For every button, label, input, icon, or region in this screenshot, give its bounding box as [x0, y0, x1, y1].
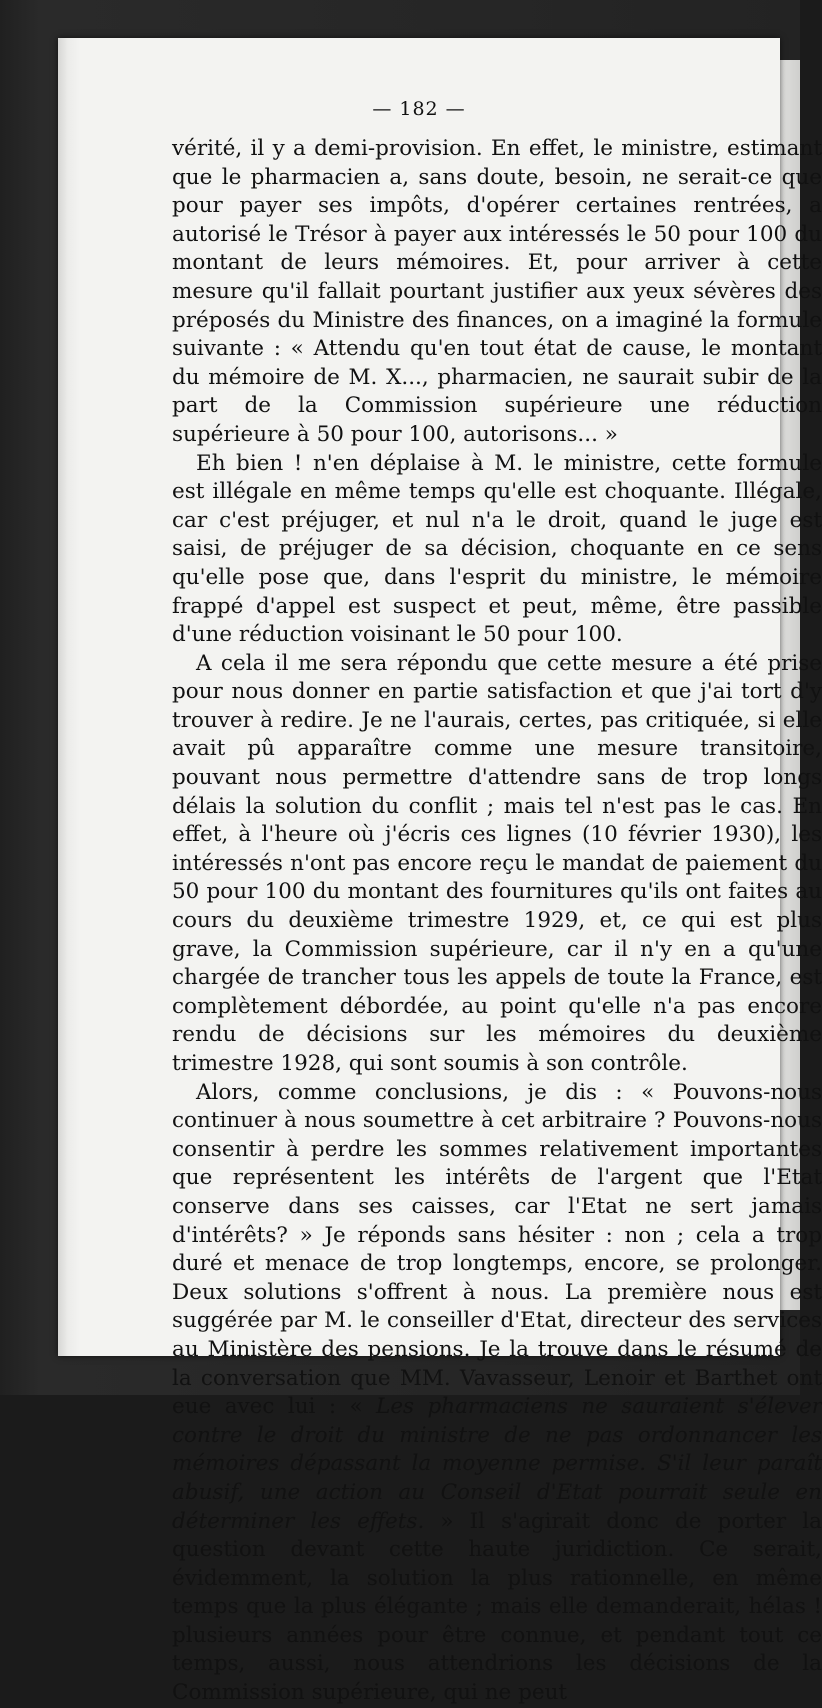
paragraph-1: vérité, il y a demi-provision. En effet, le ministre, estimant que le pharmacien a, sans doute, besoin, ne serait-ce que pour payer ses impôts, d'opérer certaines rentrées, a autorisé le Trésor à payer aux intéressés le 50 pour 100 du montant de leurs mémoires. Et, pour arriver à cette mesure qu'il fallait pourtant justifier aux yeux sévères des préposés du Ministre des finances, on a imaginé la formule suivante : « Attendu qu'en tout état de cause, le montant du mémoire de M. X..., pharmacien, ne saurait subir de la part de la Commission supérieure une réduction supérieure à 50 pour 100, autorisons... »	[172, 136, 822, 447]
page-number: — 182 —	[372, 98, 466, 120]
paragraph-4	[172, 1079, 822, 1708]
page-body	[172, 135, 822, 1708]
paragraph-2: Eh bien ! n'en déplaise à M. le ministre, cette formule est illégale en même temps qu'elle est choquante. Illégale, car c'est préjuger, et nul n'a le droit, quand le juge est saisi, de préjuger de sa décision, choquante en ce sens qu'elle pose que, dans l'esprit du ministre, le mémoire frappé d'appel est suspect et peut, même, être passible d'une réduction voisinant le 50 pour 100.	[172, 450, 822, 648]
italic-quote: Les pharmaciens ne sauraient s'élever contre le droit du ministre de ne pas ordonnancer les mémoires dépassant la moyenne permise. S'il leur paraît abusif, une action au Conseil d'Etat pourrait seule en déterminer les effets.	[172, 1394, 822, 1534]
paragraph-4-start: Alors, comme conclusions, je dis : « Pouvons-nous continuer à nous soumettre à cet arbitraire ? Pouvons-nous consentir à perdre les sommes relativement importantes que représentent les intérêts de l'argent que l'Etat conserve dans ses caisses, car l'Etat ne sert jamais d'intérêts? » Je réponds sans hésiter : non ; cela a trop duré et menace de trop longtemps, encore, se prolonger. Deux solutions s'offrent à nous. La première nous est suggérée par M. le conseiller d'Etat, directeur des services au Ministère des pensions. Je la trouve dans le résumé de la conversation que MM. Vavasseur, Lenoir et Barthet ont eue avec lui : «	[172, 1079, 822, 1420]
paragraph-4-end: » Il s'agirait donc de porter la question devant cette haute juridiction. Ce serait, évidemment, la solution la plus rationnelle, en même temps que la plus élégante ; mais elle demanderait, hélas ! plusieurs années pour être connue, et pendant tout ce temps, aussi, nous attendrions les décisions de la Commission supérieure, qui ne peut	[172, 1508, 822, 1706]
paragraph-3: A cela il me sera répondu que cette mesure a été prise pour nous donner en partie satisfaction et que j'ai tort d'y trouver à redire. Je ne l'aurais, certes, pas critiquée, si elle avait pû apparaître comme une mesure transitoire, pouvant nous permettre d'attendre sans de trop longs délais la solution du conflit ; mais tel n'est pas le cas. En effet, à l'heure où j'écris ces lignes (10 février 1930), les intéressés n'ont pas encore reçu le mandat de paiement du 50 pour 100 du montant des fournitures qu'ils ont faites au cours du deuxième trimestre 1929, et, ce qui est plus grave, la Commission supérieure, car il n'y en a qu'une chargée de trancher tous les appels de toute la France, est complètement débordée, au point qu'elle n'a pas encore rendu de décisions sur les mémoires du deuxième trimestre 1928, qui sont soumis à son contrôle.	[172, 650, 822, 1076]
book-page	[58, 38, 822, 1706]
